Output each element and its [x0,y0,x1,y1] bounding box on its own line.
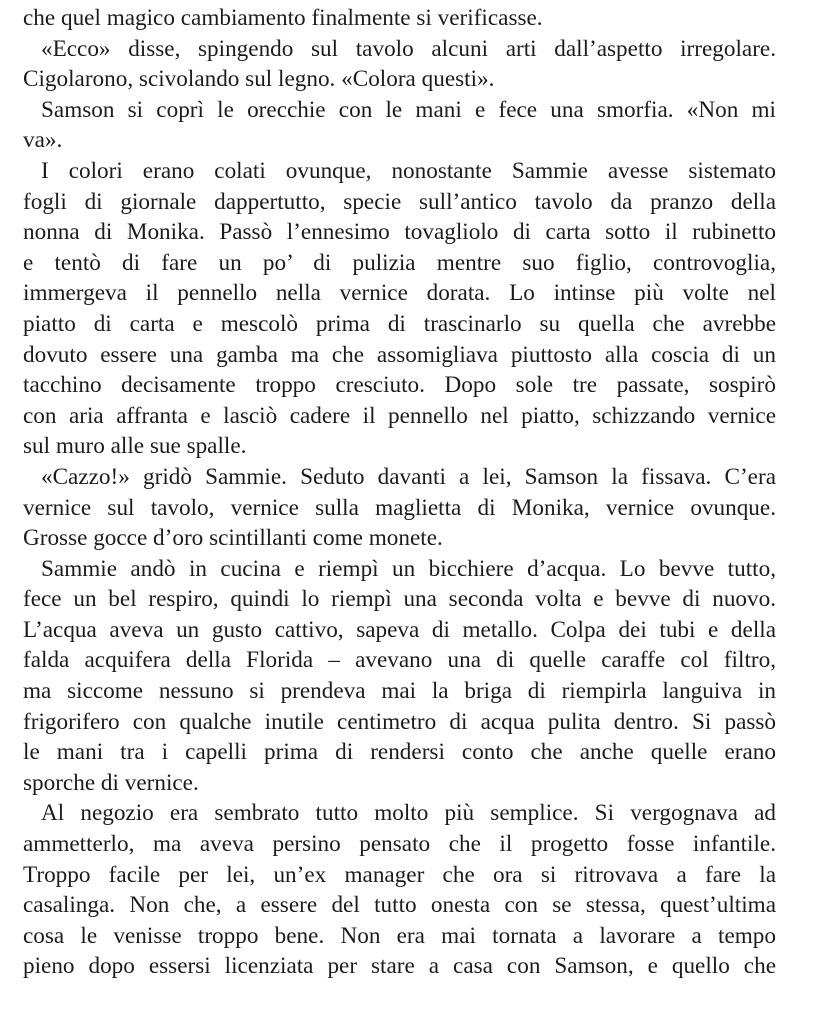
text-line: Cigolarono, scivolando sul legno. «Colora questi». [23,66,495,93]
text-line: L’acqua aveva un gusto cattivo, sapeva di metallo. Colpa dei tubi e della [23,616,776,643]
text-line: va». [23,127,63,154]
text-line: Sammie andò in cucina e riempì un bicchiere d’acqua. Lo bevve tutto, [41,555,776,582]
text-line: casalinga. Non che, a essere del tutto onesta con se stessa, quest’ultima [23,892,776,919]
text-line: tacchino decisamente troppo cresciuto. Dopo sole tre passate, sospirò [23,372,776,399]
text-line: «Cazzo!» gridò Sammie. Seduto davanti a lei, Samson la fissava. C’era [41,463,776,490]
text-line: fece un bel respiro, quindi lo riempì una seconda volta e bevve di nuovo. [23,586,776,613]
paragraph [23,156,776,462]
text-line: Grosse gocce d’oro scintillanti come monete. [23,525,443,552]
text-line: che quel magico cambiamento finalmente si verificasse. [23,5,543,31]
text-line: ammetterlo, ma aveva persino pensato che il progetto fosse infantile. [23,831,776,858]
text-line: «Ecco» disse, spingendo sul tavolo alcuni arti dall’aspetto irregolare. [41,35,776,62]
text-line: falda acquifera della Florida – avevano una di quelle caraffe col filtro, [23,647,776,674]
paragraph [23,462,776,554]
paragraph [23,3,776,34]
text-line: con aria affranta e lasciò cadere il pennello nel piatto, schizzando vernice [23,402,776,429]
paragraph [23,34,776,95]
paragraph [23,798,776,982]
text-line: sporche di vernice. [23,769,199,796]
text-line: frigorifero con qualche inutile centimetro di acqua pulita dentro. Si passò [23,708,776,735]
text-line: immergeva il pennello nella vernice dorata. Lo intinse più volte nel [23,280,776,307]
text-line: vernice sul tavolo, vernice sulla maglietta di Monika, vernice ovunque. [23,494,776,521]
text-line: e tentò di fare un po’ di pulizia mentre suo figlio, controvoglia, [23,249,776,276]
paragraph [23,95,776,156]
text-line: Al negozio era sembrato tutto molto più semplice. Si vergognava ad [41,800,776,827]
text-line: Samson si coprì le orecchie con le mani e fece una smorfia. «Non mi [41,96,776,123]
text-line: ma siccome nessuno si prendeva mai la briga di riempirla languiva in [23,678,776,705]
text-line: piatto di carta e mescolò prima di trascinarlo su quella che avrebbe [23,310,776,337]
text-line: Troppo facile per lei, un’ex manager che ora si ritrovava a fare la [23,861,776,888]
text-line: I colori erano colati ovunque, nonostante Sammie avesse sistemato [41,157,776,184]
text-line: sul muro alle sue spalle. [23,433,247,460]
text-line: fogli di giornale dappertutto, specie sull’antico tavolo da pranzo della [23,188,776,215]
paragraph [23,554,776,799]
text-line: dovuto essere una gamba ma che assomigliava piuttosto alla coscia di un [23,341,776,368]
text-line: pieno dopo essersi licenziata per stare a casa con Samson, e quello che [23,953,776,980]
text-line: le mani tra i capelli prima di rendersi conto che anche quelle erano [23,739,776,766]
text-line: cosa le venisse troppo bene. Non era mai tornata a lavorare a tempo [23,922,776,949]
book-page [23,3,776,982]
text-line: nonna di Monika. Passò l’ennesimo tovagliolo di carta sotto il rubinetto [23,219,776,246]
